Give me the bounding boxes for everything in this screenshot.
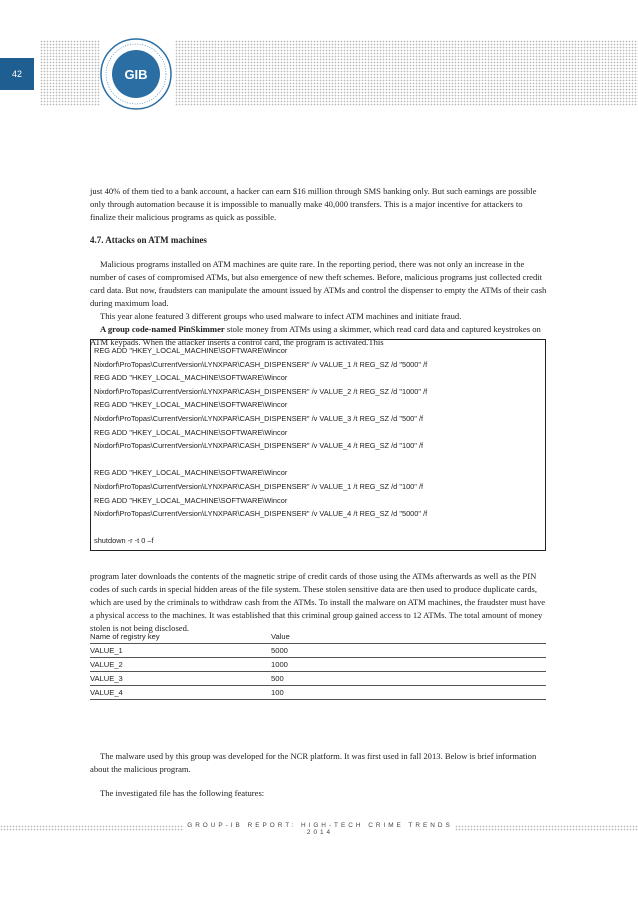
- code-line: REG ADD "HKEY_LOCAL_MACHINE\SOFTWARE\Wincor: [94, 427, 288, 437]
- code-line: Nixdorf\ProTopas\CurrentVersion\LYNXPAR\CASH_DISPENSER" /v VALUE_2 /t REG_SZ /d "1000" /f: [94, 386, 428, 396]
- table-row: [90, 672, 546, 686]
- table-cell-value: 1000: [271, 658, 546, 672]
- paragraph-file-features: The investigated file has the following features:: [100, 788, 265, 798]
- table-cell-key: VALUE_4: [90, 686, 271, 700]
- code-line: REG ADD "HKEY_LOCAL_MACHINE\SOFTWARE\Wincor: [94, 468, 288, 478]
- code-block: [90, 339, 546, 551]
- table-cell-key: VALUE_2: [90, 658, 271, 672]
- header-dot-pattern-right: [175, 40, 638, 106]
- body-top: [90, 185, 548, 349]
- paragraph-magnetic-stripe: program later downloads the contents of the magnetic stripe of credit cards of those using the ATMs afterwards as well as the PIN codes of such cards in special hidden areas of the file system. These stolen sensitive data are then used to produce duplicate cards, which are used by the criminals to withdraw cash from the ATMs. To install the malware on ATM machines, the fraudster must have a physical access to the machines. It was established that this criminal group gained access to 12 ATMs. The total amount of money stolen is not being disclosed.: [90, 571, 546, 633]
- code-line-blank: [94, 453, 545, 467]
- table-header-value: Value: [271, 630, 546, 644]
- paragraph-ncr-platform: The malware used by this group was developed for the NCR platform. It was first used in fall 2013. Below is brief information about the malicious program.: [90, 751, 537, 774]
- table-cell-value: 500: [271, 672, 546, 686]
- paragraph-three-groups: This year alone featured 3 different groups who used malware to infect ATM machines and initiate fraud.: [100, 311, 462, 321]
- code-line: REG ADD "HKEY_LOCAL_MACHINE\SOFTWARE\Wincor: [94, 346, 288, 355]
- table-header-row: [90, 630, 546, 644]
- code-line: Nixdorf\ProTopas\CurrentVersion\LYNXPAR\CASH_DISPENSER" /v VALUE_4 /t REG_SZ /d "5000" /f: [94, 509, 428, 519]
- pinskimmer-rest: stole money from ATMs using a skimmer, which read card data and captured keystrokes on ATM keypads. When the attacker inserts a control card, the program is activated.This: [90, 324, 541, 347]
- code-line: REG ADD "HKEY_LOCAL_MACHINE\SOFTWARE\Wincor: [94, 400, 288, 410]
- group-ib-logo: [100, 38, 172, 110]
- table-cell-value: 5000: [271, 644, 546, 658]
- body-middle: [90, 570, 548, 635]
- code-line: Nixdorf\ProTopas\CurrentVersion\LYNXPAR\CASH_DISPENSER" /v VALUE_3 /t REG_SZ /d "500" /f: [94, 413, 424, 423]
- footer-title: GROUP-IB REPORT: HIGH-TECH CRIME TRENDS 2014: [187, 822, 453, 836]
- code-line: Nixdorf\ProTopas\CurrentVersion\LYNXPAR\CASH_DISPENSER" /v VALUE_4 /t REG_SZ /d "100" /f: [94, 441, 424, 451]
- code-line: REG ADD "HKEY_LOCAL_MACHINE\SOFTWARE\Wincor: [94, 373, 288, 383]
- footer-dot-line-left: [0, 825, 184, 831]
- page-number: 42: [0, 58, 34, 90]
- paragraph-atm-malware: Malicious programs installed on ATM machines are quite rare. In the reporting period, there was not only an increase in the number of cases of compromised ATMs, but also emergence of new theft schemes. Before, malicious programs just collected credit card data. But now, fraudsters can manipulate the amount issued by ATMs and control the dispenser to empty the ATMs of their cash during maximum load.: [90, 259, 547, 308]
- table-cell-key: VALUE_3: [90, 672, 271, 686]
- logo-text: GIB: [124, 67, 148, 82]
- code-line: REG ADD "HKEY_LOCAL_MACHINE\SOFTWARE\Wincor: [94, 495, 288, 505]
- table-row: [90, 658, 546, 672]
- table-row: [90, 686, 546, 700]
- table-cell-key: VALUE_1: [90, 644, 271, 658]
- registry-table: [90, 630, 546, 700]
- header-dot-pattern-left: [40, 40, 100, 106]
- table-header-name: Name of registry key: [90, 630, 271, 644]
- code-line: Nixdorf\ProTopas\CurrentVersion\LYNXPAR\CASH_DISPENSER" /v VALUE_1 /t REG_SZ /d "100" /f: [94, 481, 424, 491]
- body-bottom: [90, 750, 548, 800]
- code-line: shutdown -r -t 0 –f: [94, 536, 154, 546]
- paragraph-intro: just 40% of them tied to a bank account, a hacker can earn $16 million through SMS banking only. But such earnings are possible only through automation because it is impossible to manually make 40,000 transfers. This is a major incentive for attackers to finalize their malicious programs as quick as possible.: [90, 186, 537, 222]
- footer-dot-line-right: [455, 825, 638, 831]
- pinskimmer-bold: A group code-named PinSkimmer: [100, 324, 225, 334]
- section-heading: 4.7. Attacks on ATM machines: [90, 235, 207, 245]
- table-cell-value: 100: [271, 686, 546, 700]
- code-line-blank: [94, 521, 545, 535]
- code-line: Nixdorf\ProTopas\CurrentVersion\LYNXPAR\CASH_DISPENSER" /v VALUE_1 /t REG_SZ /d "5000" /f: [94, 359, 428, 369]
- table-row: [90, 644, 546, 658]
